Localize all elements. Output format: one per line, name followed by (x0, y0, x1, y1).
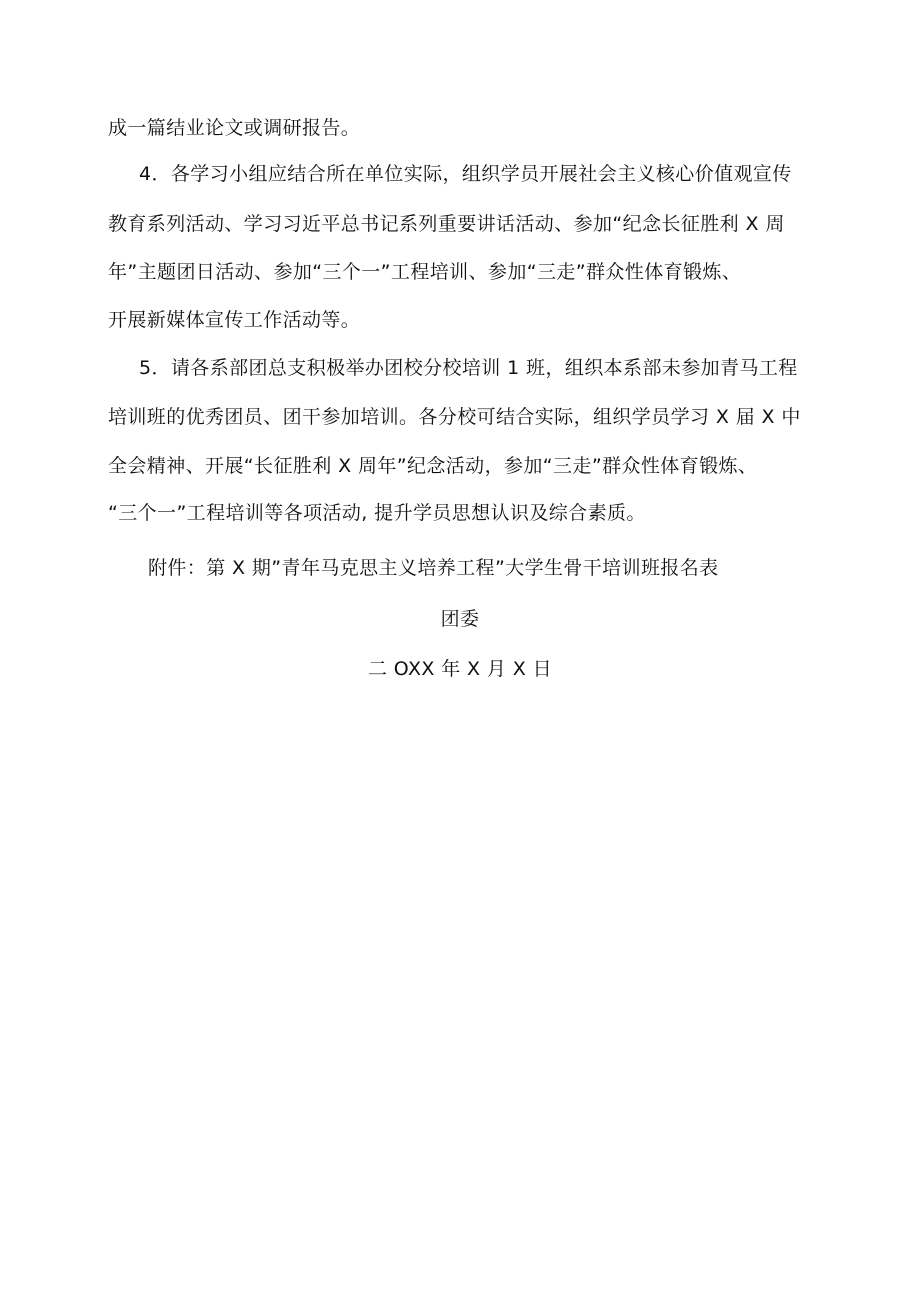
signature: 团委 (440, 608, 480, 630)
paragraph-line: 年”主题团日活动、参加“三个一”工程培训、参加“三走”群众性体育锻炼、 (108, 261, 742, 283)
paragraph-line: “三个一”工程培训等各项活动, 提升学员思想认识及综合素质。 (108, 502, 646, 524)
paragraph-line: 4．各学习小组应结合所在单位实际，组织学员开展社会主义核心价值观宣传 (139, 163, 792, 185)
paragraph-line: 全会精神、开展“长征胜利 X 周年”纪念活动，参加“三走”群众性体育锻炼、 (108, 455, 758, 477)
paragraph-line: 5．请各系部团总支积极举办团校分校培训 1 班，组织本系部未参加青马工程 (139, 357, 798, 379)
paragraph-line: 开展新媒体宣传工作活动等。 (108, 309, 361, 331)
paragraph-line: 培训班的优秀团员、团干参加培训。各分校可结合实际，组织学员学习 X 届 X 中 (108, 406, 801, 428)
paragraph-line: 教育系列活动、学习习近平总书记系列重要讲话活动、参加“纪念长征胜利 X 周 (108, 213, 785, 235)
paragraph-line: 成一篇结业论文或调研报告。 (108, 117, 361, 139)
date: 二 OXX 年 X 月 X 日 (367, 658, 553, 680)
attachment-line: 附件：第 X 期”青年马克思主义培养工程”大学生骨干培训班报名表 (148, 557, 719, 579)
